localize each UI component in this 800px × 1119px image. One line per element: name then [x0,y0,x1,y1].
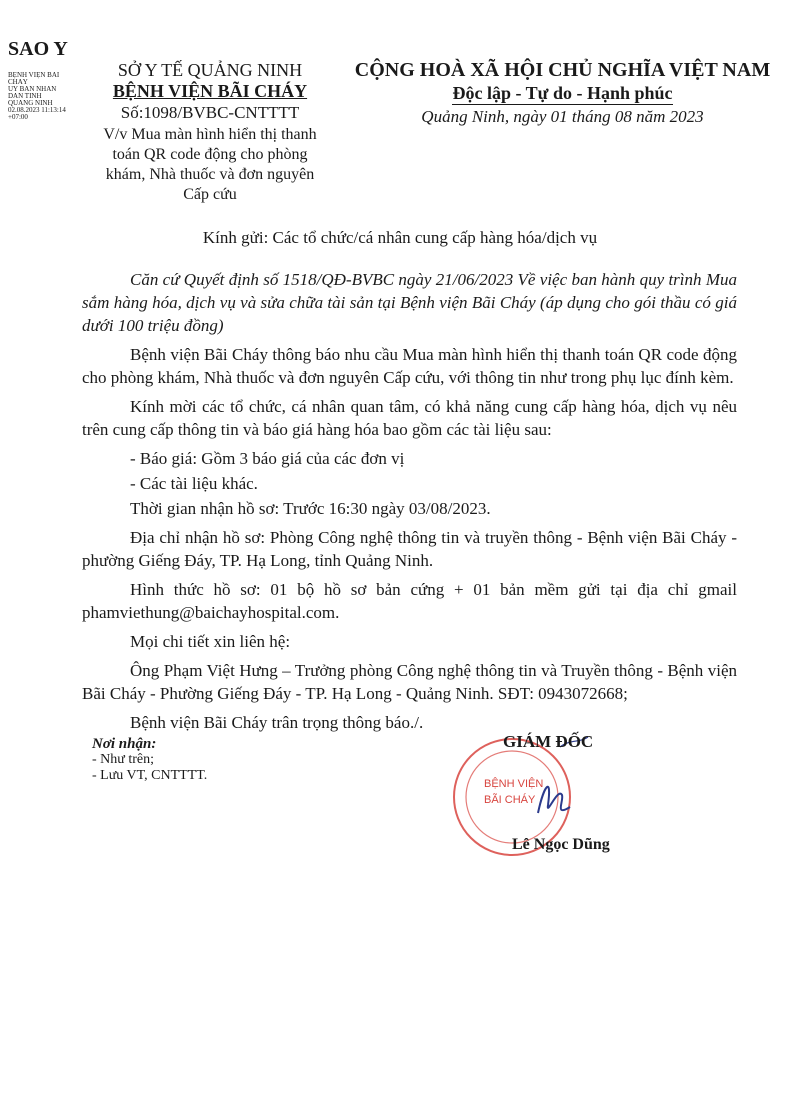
invite-paragraph: Kính mời các tổ chức, cá nhân quan tâm, có khả năng cung cấp hàng hóa, dịch vụ nêu trên cung cấp thông tin và báo giá hàng hóa bao gồm các tài liệu sau: [82,397,737,439]
issuer-header [100,60,320,205]
issuer-hospital: BỆNH VIỆN BÃI CHÁY [112,81,308,101]
format-paragraph: Hình thức hồ sơ: 01 bộ hồ sơ bản cứng + 01 bản mềm gửi tại địa chỉ gmail phamviethung@baichayhospital.com. [82,580,737,622]
nation-motto: Độc lập - Tự do - Hạnh phúc [452,83,673,103]
sign-meta-line: QUẢNG NINH [8,100,53,107]
recipients-title: Nơi nhận: [92,736,157,752]
legal-basis: Căn cứ Quyết định số 1518/QĐ-BVBC ngày 21/06/2023 Về việc ban hành quy trình Mua sắm hàng hóa, dịch vụ và sửa chữa tài sản tại Bệnh viện Bãi Cháy (áp dụng cho gói thầu có giá dưới 100 triệu đồng) [82,270,737,335]
document-number: Số:1098/BVBC-CNTTTT [120,103,300,122]
address-paragraph: Địa chỉ nhận hồ sơ: Phòng Công nghệ thông tin và truyền thông - Bệnh viện Bãi Cháy - phường Giếng Đáy, TP. Hạ Long, tỉnh Quảng Ninh. [82,528,737,570]
notice-paragraph: Bệnh viện Bãi Cháy thông báo nhu cầu Mua màn hình hiển thị thanh toán QR code động cho phòng khám, Nhà thuốc và đơn nguyên Cấp cứu, với thông tin như trong phụ lục đính kèm. [82,345,737,387]
document-body [82,268,737,740]
sign-meta-line: BỆNH VIỆN BÃI [8,72,60,79]
sign-meta-line: DÂN TỈNH [8,93,42,100]
nation-title: CỘNG HOÀ XÃ HỘI CHỦ NGHĨA VIỆT NAM [354,59,771,81]
handwritten-signature-icon [538,787,570,813]
sign-meta-line: CHÁY [8,79,28,86]
document-subject: V/v Mua màn hình hiển thị thanh toán QR code động cho phòng khám, Nhà thuốc và đơn nguyên Cấp cứu [103,126,317,203]
recipients-block [92,736,207,784]
signer-name: Lê Ngọc Dũng [512,836,610,853]
contact-paragraph: Ông Phạm Việt Hưng – Trưởng phòng Công nghệ thông tin và Truyền thông - Bệnh viện Bãi Cháy - Phường Giếng Đáy - TP. Hạ Long - Quảng Ninh. SĐT: 0943072668; [82,661,737,703]
recipient-item: - Như trên; [92,752,155,767]
issuer-org: SỞ Y TẾ QUẢNG NINH [117,60,303,80]
signer-title: GIÁM ĐỐC [503,732,594,751]
digital-signature-meta [8,72,108,121]
closing-paragraph: Bệnh viện Bãi Cháy trân trọng thông báo./. [130,713,424,732]
sign-meta-line: ỦY BAN NHÂN [8,86,57,93]
contact-intro: Mọi chi tiết xin liên hệ: [130,632,291,651]
copy-mark: SAO Y [8,38,68,60]
deadline-paragraph: Thời gian nhận hồ sơ: Trước 16:30 ngày 03/08/2023. [130,499,491,518]
list-item: - Các tài liệu khác. [130,474,258,493]
sign-meta-line: +07:00 [8,114,28,121]
list-item: - Báo giá: Gồm 3 báo giá của các đơn vị [130,449,405,468]
stamp-text-line: BÃI CHÁY [484,794,536,806]
document-date: Quảng Ninh, ngày 01 tháng 08 năm 2023 [421,107,704,126]
sign-meta-line: 02.08.2023 11:13:14 [8,107,66,114]
recipient-item: - Lưu VT, CNTTTT. [92,768,208,783]
national-header [340,58,785,127]
greeting: Kính gửi: Các tổ chức/cá nhân cung cấp hàng hóa/dịch vụ [202,228,598,247]
stamp-text-line: BỆNH VIỆN [484,778,544,790]
